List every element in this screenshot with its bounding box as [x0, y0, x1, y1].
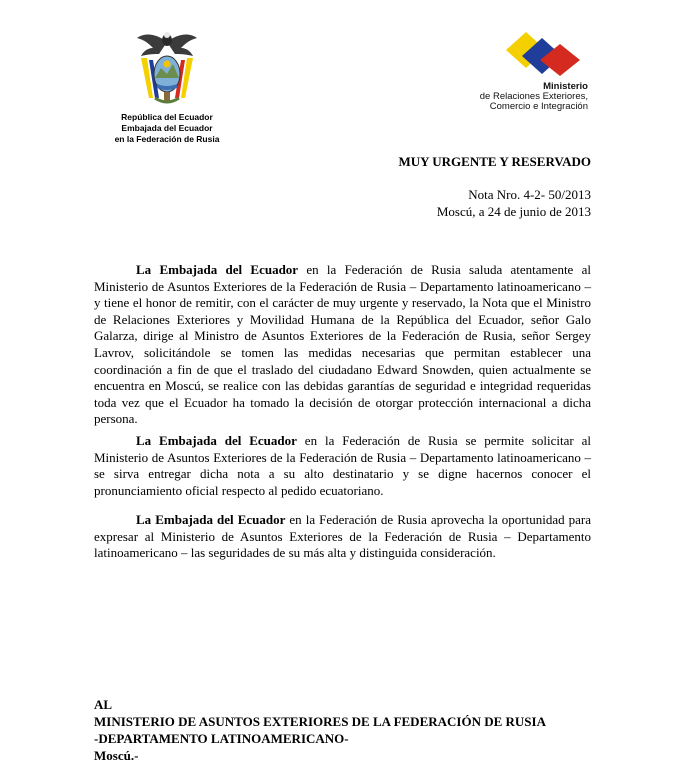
embassy-line: Embajada del Ecuador: [121, 123, 213, 133]
paragraph-lead: La Embajada del Ecuador: [136, 262, 299, 277]
classification-label: MUY URGENTE Y RESERVADO: [398, 154, 591, 169]
embassy-line: República del Ecuador: [121, 112, 213, 122]
body-paragraph-3: [94, 512, 591, 562]
paragraph-text: en la Federación de Rusia se permite solicitar al Ministerio de Asuntos Exteriores de la Federación de Rusia – Departamento latinoamericano – se sirva entregar dicha nota a su alto destinatario y se digne hacernos conocer el pronunciamiento oficial respecto al pedido ecuatoriano.: [94, 433, 592, 498]
paragraph-text: en la Federación de Rusia saluda atentamente al Ministerio de Asuntos Exteriores de la Federación de Rusia – Departamento latinoamericano – y tiene el honor de remitir, con el carácter de muy urgente y reservado, la Nota que el Ministro de Relaciones Exteriores y Movilidad Humana de la República del Ecuador, señor Galo Galarza, dirige al Ministro de Asuntos Exteriores de la Federación de Rusia, señor Sergey Lavrov, solicitándole se tomen las medidas necesarias que permitan establecer una coordinación a fin de que el traslado del ciudadano Edward Snowden, quien actualmente se encuentra en Moscú, se realice con las debidas garantías de seguridad e integridad requeridas toda vez que el Ecuador ha tomado la decisión de otorgar protección internacional a dicha persona.: [94, 262, 591, 427]
note-number: Nota Nro. 4-2- 50/2013: [468, 187, 591, 202]
ministry-line: Ministerio: [543, 81, 588, 92]
paragraph-lead: La Embajada del Ecuador: [136, 512, 286, 527]
body-paragraph-2: [94, 433, 591, 499]
addressee-block: [94, 696, 546, 764]
embassy-name-block: [92, 112, 242, 145]
place-date: Moscú, a 24 de junio de 2013: [436, 204, 591, 219]
addressee-line: -DEPARTAMENTO LATINOAMERICANO-: [94, 731, 349, 746]
addressee-line: AL: [94, 697, 113, 712]
addressee-city: Moscú.-: [94, 748, 139, 763]
embassy-line: en la Federación de Rusia: [114, 134, 220, 144]
ecuador-coat-of-arms-icon: [135, 28, 199, 110]
addressee-line: MINISTERIO DE ASUNTOS EXTERIORES DE LA FEDERACIÓN DE RUSIA: [94, 714, 546, 729]
paragraph-lead: La Embajada del Ecuador: [136, 433, 297, 448]
ministry-line: Comercio e Integración: [489, 101, 588, 112]
ministry-header: [470, 30, 600, 112]
body-paragraph-1: [94, 262, 591, 428]
ministry-name-block: [478, 82, 588, 112]
ministry-line: de Relaciones Exteriores,: [479, 91, 588, 102]
embassy-header: [92, 28, 242, 145]
ministry-logo-icon: [500, 30, 586, 80]
paragraph-text: en la Federación de Rusia aprovecha la oportunidad para expresar al Ministerio de Asuntos Exteriores de la Federación de Rusia – Departamento latinoamericano – las seguridades de su más alta y distinguida consideración.: [94, 512, 591, 561]
